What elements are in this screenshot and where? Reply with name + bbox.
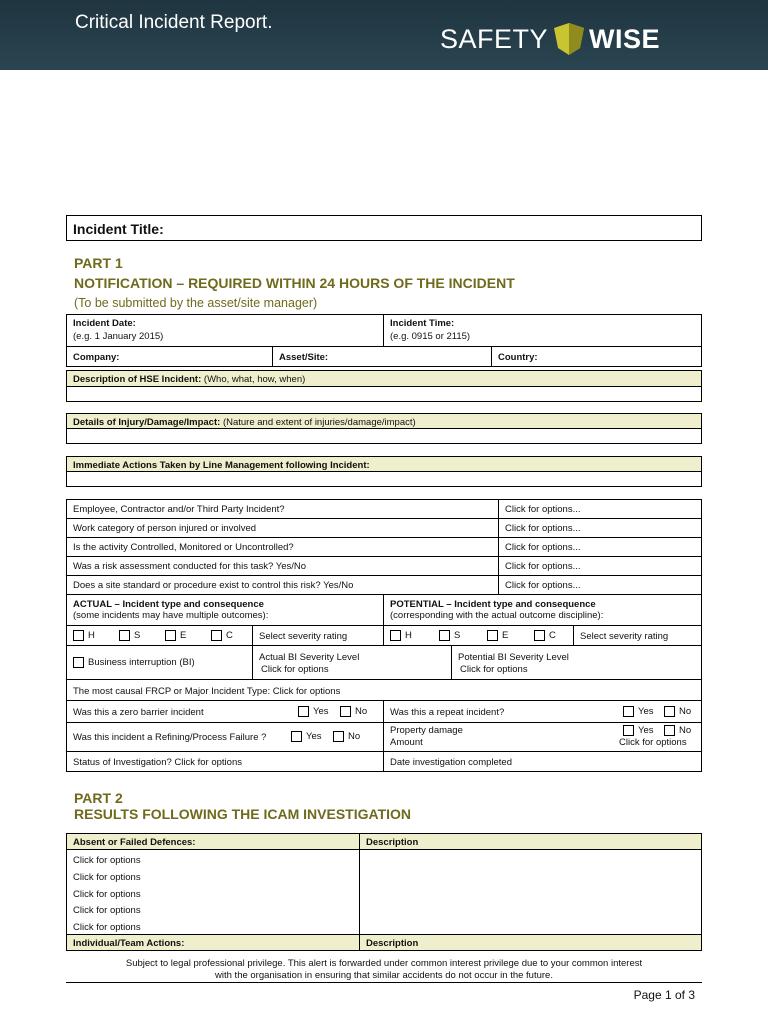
actions-input[interactable]: [66, 471, 702, 487]
checkbox-label: Yes: [313, 706, 329, 718]
actions-label: Immediate Actions Taken by Line Management following Incident:: [73, 460, 370, 471]
actual-bi-severity[interactable]: [252, 645, 452, 680]
question-dropdown-5[interactable]: [498, 575, 702, 595]
question-dropdown-1[interactable]: [498, 499, 702, 519]
question-text: Is the activity Controlled, Monitored or Uncontrolled?: [73, 542, 294, 553]
refining-yes[interactable]: [291, 731, 322, 743]
privilege-notice-line-2: with the organisation in ensuring that similar accidents do not occur in the future.: [215, 970, 553, 981]
select-severity-text: Select severity rating: [580, 631, 669, 642]
checkbox-label: No: [348, 731, 361, 743]
checkbox-icon: [73, 630, 84, 641]
checkbox-icon: [623, 725, 634, 736]
question-row-1: [66, 499, 499, 519]
repeat-incident-text: Was this a repeat incident?: [390, 707, 505, 718]
defence-option-4[interactable]: Click for options: [73, 905, 141, 917]
checkbox-label: S: [454, 630, 461, 642]
individual-description-header: [359, 934, 702, 951]
potential-severity-select[interactable]: [573, 625, 702, 646]
select-severity-text: Select severity rating: [259, 631, 348, 642]
business-interruption-checkbox[interactable]: [73, 657, 195, 669]
zero-barrier-no[interactable]: [340, 706, 367, 718]
checkbox-label: Yes: [306, 731, 322, 743]
checkbox-label: H: [88, 630, 95, 642]
repeat-no[interactable]: [664, 706, 691, 718]
question-text: Does a site standard or procedure exist to control this risk? Yes/No: [73, 580, 354, 591]
potential-h-checkbox[interactable]: [390, 630, 412, 642]
description-column-label: Description: [366, 837, 419, 848]
actual-e-checkbox[interactable]: [165, 630, 186, 642]
refining-no[interactable]: [333, 731, 360, 743]
question-dropdown-3[interactable]: [498, 537, 702, 557]
incident-title-field[interactable]: [66, 215, 702, 241]
page-number: Page 1 of 3: [633, 988, 695, 1002]
company-label: Company:: [73, 352, 120, 363]
incident-time-hint: (e.g. 0915 or 2115): [390, 331, 471, 342]
checkbox-icon: [534, 630, 545, 641]
header-band: [0, 0, 768, 70]
actual-severity-select[interactable]: [252, 625, 384, 646]
checkbox-icon: [487, 630, 498, 641]
part2-heading: RESULTS FOLLOWING THE ICAM INVESTIGATION: [74, 806, 412, 822]
privilege-notice-line-1: Subject to legal professional privilege. This alert is forwarded under common interest privilege due to your common interest: [125, 958, 643, 969]
checkbox-label: C: [226, 630, 233, 642]
question-row-5: [66, 575, 499, 595]
question-text: Was a risk assessment conducted for this task? Yes/No: [73, 561, 307, 572]
dropdown-value: Click for options: [619, 737, 687, 748]
details-header: [66, 413, 702, 429]
absent-defences-label: Absent or Failed Defences:: [73, 837, 196, 848]
checkbox-icon: [439, 630, 450, 641]
defence-option-2[interactable]: Click for options: [73, 871, 141, 883]
zero-barrier-text: Was this a zero barrier incident: [73, 707, 204, 718]
potential-bi-severity[interactable]: [451, 645, 702, 680]
repeat-incident-row: [383, 700, 702, 723]
part1-label: PART 1: [74, 255, 123, 271]
details-input[interactable]: [66, 428, 702, 444]
potential-subtitle: (corresponding with the actual outcome discipline):: [390, 610, 604, 621]
incident-time-field[interactable]: [383, 314, 702, 347]
details-hint: (Nature and extent of injuries/damage/impact): [222, 417, 416, 428]
potential-c-checkbox[interactable]: [534, 630, 556, 642]
part1-heading: NOTIFICATION – REQUIRED WITHIN 24 HOURS OF THE INCIDENT: [74, 275, 515, 291]
checkbox-label: E: [180, 630, 187, 642]
absent-defences-header: [66, 833, 360, 850]
zero-barrier-row: [66, 700, 384, 723]
company-field[interactable]: [66, 346, 273, 367]
potential-s-checkbox[interactable]: [439, 630, 460, 642]
incident-title-label: Incident Title:: [73, 221, 164, 237]
refining-text: Was this incident a Refining/Process Failure ?: [73, 732, 267, 743]
checkbox-icon: [165, 630, 176, 641]
actual-c-checkbox[interactable]: [211, 630, 233, 642]
dropdown-value: Click for options...: [505, 542, 581, 553]
logo-text-safety: SAFETY: [440, 23, 549, 54]
repeat-yes[interactable]: [623, 706, 654, 718]
individual-actions-label: Individual/Team Actions:: [73, 938, 185, 949]
amount-label: Amount: [390, 737, 423, 748]
question-row-2: [66, 518, 499, 538]
dropdown-value: Click for options...: [505, 580, 581, 591]
individual-description-label: Description: [366, 938, 419, 949]
checkbox-label: No: [679, 706, 692, 718]
incident-date-field[interactable]: [66, 314, 384, 347]
checkbox-icon: [298, 706, 309, 717]
checkbox-icon: [73, 657, 84, 668]
status-dropdown[interactable]: [66, 751, 384, 772]
asset-site-field[interactable]: [272, 346, 492, 367]
description-label: Description of HSE Incident:: [73, 374, 202, 385]
individual-actions-header: [66, 934, 360, 951]
question-text: Employee, Contractor and/or Third Party Incident?: [73, 504, 285, 515]
country-label: Country:: [498, 352, 538, 363]
part2-label: PART 2: [74, 790, 123, 806]
checkbox-icon: [291, 731, 302, 742]
date-completed-label: Date investigation completed: [390, 757, 512, 768]
checkbox-icon: [119, 630, 130, 641]
report-title: Critical Incident Report.: [75, 12, 273, 33]
actual-title: ACTUAL – Incident type and consequence: [73, 599, 264, 610]
asset-site-label: Asset/Site:: [279, 352, 329, 363]
checkbox-label: Yes: [638, 706, 654, 718]
dropdown-value: Click for options...: [505, 561, 581, 572]
footer-divider: [66, 982, 702, 983]
question-text: Work category of person injured or involved: [73, 523, 257, 534]
checkbox-label: S: [134, 630, 141, 642]
zero-barrier-yes[interactable]: [298, 706, 329, 718]
property-damage-options[interactable]: [619, 737, 687, 749]
part1-subheading: (To be submitted by the asset/site manager): [74, 296, 318, 310]
checkbox-label: Yes: [638, 725, 654, 737]
actual-bi-value: Click for options: [261, 664, 329, 675]
country-field[interactable]: [491, 346, 702, 367]
potential-bi-value: Click for options: [460, 664, 528, 675]
details-label: Details of Injury/Damage/Impact:: [73, 417, 221, 428]
description-input[interactable]: [66, 386, 702, 402]
potential-e-checkbox[interactable]: [487, 630, 508, 642]
property-damage-yes[interactable]: [623, 725, 654, 737]
actual-bi-label: Actual BI Severity Level: [259, 652, 360, 663]
checkbox-label: H: [405, 630, 412, 642]
incident-date-label: Incident Date:: [73, 318, 136, 329]
checkbox-icon: [623, 706, 634, 717]
dropdown-value: Click for options...: [505, 504, 581, 515]
checkbox-label: No: [355, 706, 368, 718]
checkbox-icon: [340, 706, 351, 717]
defence-option-1[interactable]: Click for options: [73, 855, 141, 866]
actual-subtitle: (some incidents may have multiple outcomes):: [73, 610, 269, 621]
defences-description-input[interactable]: [359, 849, 702, 935]
causal-text: The most causal FRCP or Major Incident Type: Click for options: [73, 686, 341, 697]
date-completed-field[interactable]: [383, 751, 702, 772]
checkbox-icon: [664, 725, 675, 736]
actions-header: [66, 456, 702, 472]
checkbox-label: E: [502, 630, 509, 642]
actual-h-checkbox[interactable]: [73, 630, 95, 642]
status-text: Status of Investigation? Click for options: [73, 757, 242, 768]
checkbox-icon: [211, 630, 222, 641]
shield-icon: [550, 22, 588, 56]
property-damage-no[interactable]: [664, 725, 691, 737]
defence-option-5[interactable]: Click for options: [73, 922, 141, 934]
actual-header: [66, 594, 384, 626]
checkbox-icon: [664, 706, 675, 717]
question-dropdown-4[interactable]: [498, 556, 702, 576]
description-hint: (Who, what, how, when): [203, 374, 306, 385]
checkbox-label: No: [679, 725, 692, 737]
incident-time-label: Incident Time:: [390, 318, 455, 329]
safetywise-logo: [440, 22, 660, 56]
description-column-header: [359, 833, 702, 850]
actual-s-checkbox[interactable]: [119, 630, 140, 642]
privilege-notice: [66, 958, 702, 982]
checkbox-icon: [333, 731, 344, 742]
question-row-4: [66, 556, 499, 576]
property-damage-label: Property damage: [390, 725, 463, 736]
checkbox-label: Business interruption (BI): [88, 657, 195, 669]
question-row-3: [66, 537, 499, 557]
potential-bi-label: Potential BI Severity Level: [458, 652, 569, 663]
checkbox-label: C: [549, 630, 556, 642]
potential-title: POTENTIAL – Incident type and consequence: [390, 599, 596, 610]
dropdown-value: Click for options...: [505, 523, 581, 534]
potential-header: [383, 594, 702, 626]
causal-frcp-dropdown[interactable]: [66, 679, 702, 701]
checkbox-icon: [390, 630, 401, 641]
description-header: [66, 370, 702, 387]
logo-text-wise: WISE: [589, 23, 661, 54]
incident-date-hint: (e.g. 1 January 2015): [73, 331, 164, 342]
absent-defences-list: [66, 849, 360, 935]
question-dropdown-2[interactable]: [498, 518, 702, 538]
defence-option-3[interactable]: Click for options: [73, 888, 141, 900]
